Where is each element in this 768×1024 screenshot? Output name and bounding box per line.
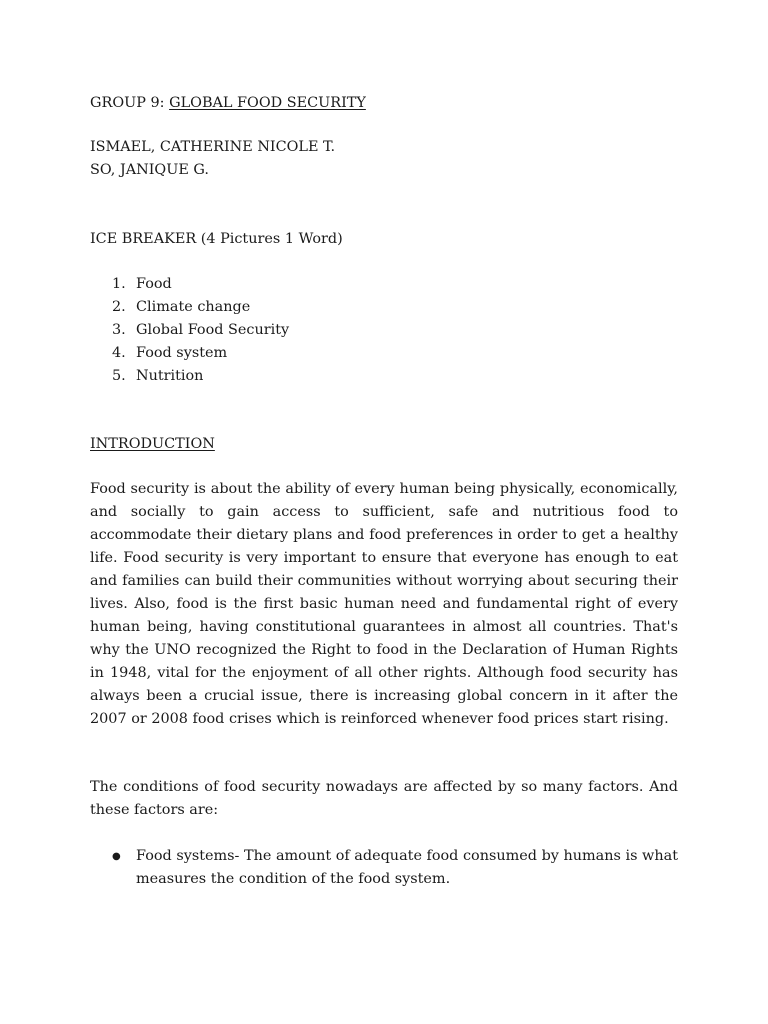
group-label: GROUP 9: xyxy=(90,95,170,111)
document-page xyxy=(90,92,678,891)
list-item-text: Food xyxy=(136,276,172,292)
list-number: 3. xyxy=(112,322,126,338)
list-item-text: Nutrition xyxy=(136,368,204,384)
list-item-text: Global Food Security xyxy=(136,322,290,338)
list-item xyxy=(90,319,678,342)
list-item xyxy=(90,365,678,388)
introduction-heading: INTRODUCTION xyxy=(90,436,215,452)
list-number: 2. xyxy=(112,299,126,315)
list-item xyxy=(90,845,678,891)
list-number: 1. xyxy=(112,276,126,292)
author-name: SO, JANIQUE G. xyxy=(90,162,209,178)
document-title xyxy=(90,92,678,115)
topic-title: GLOBAL FOOD SECURITY xyxy=(169,95,366,111)
icebreaker-title: ICE BREAKER (4 Pictures 1 Word) xyxy=(90,231,343,247)
list-item xyxy=(90,273,678,296)
author-name: ISMAEL, CATHERINE NICOLE T. xyxy=(90,139,336,155)
icebreaker-list xyxy=(90,273,678,388)
list-item xyxy=(90,296,678,319)
factors-intro-paragraph: The conditions of food security nowadays are affected by so many factors. And these factors are: xyxy=(90,779,678,818)
factors-list xyxy=(90,845,678,891)
list-number: 5. xyxy=(112,368,126,384)
introduction-paragraph: Food security is about the ability of every human being physically, economically, and socially to gain access to sufficient, safe and nutritious food to accommodate their dietary plans and food preferences in order to get a healthy life. Food security is very important to ensure that everyone has enough to eat and families can build their communities without worrying about securing their lives. Also, food is the first basic human need and fundamental right of every human being, having constitutional guarantees in almost all countries. That's why the UNO recognized the Right to food in the Declaration of Human Rights in 1948, vital for the enjoyment of all other rights. Although food security has always been a crucial issue, there is increasing global concern in it after the 2007 or 2008 food crises which is reinforced whenever food prices start rising. xyxy=(90,481,678,727)
author-list xyxy=(90,136,678,182)
bullet-icon: ● xyxy=(112,851,121,862)
factor-text: Food systems- The amount of adequate food consumed by humans is what measures the condition of the food system. xyxy=(136,848,678,887)
list-item xyxy=(90,342,678,365)
list-number: 4. xyxy=(112,345,126,361)
list-item-text: Climate change xyxy=(136,299,251,315)
list-item-text: Food system xyxy=(136,345,228,361)
